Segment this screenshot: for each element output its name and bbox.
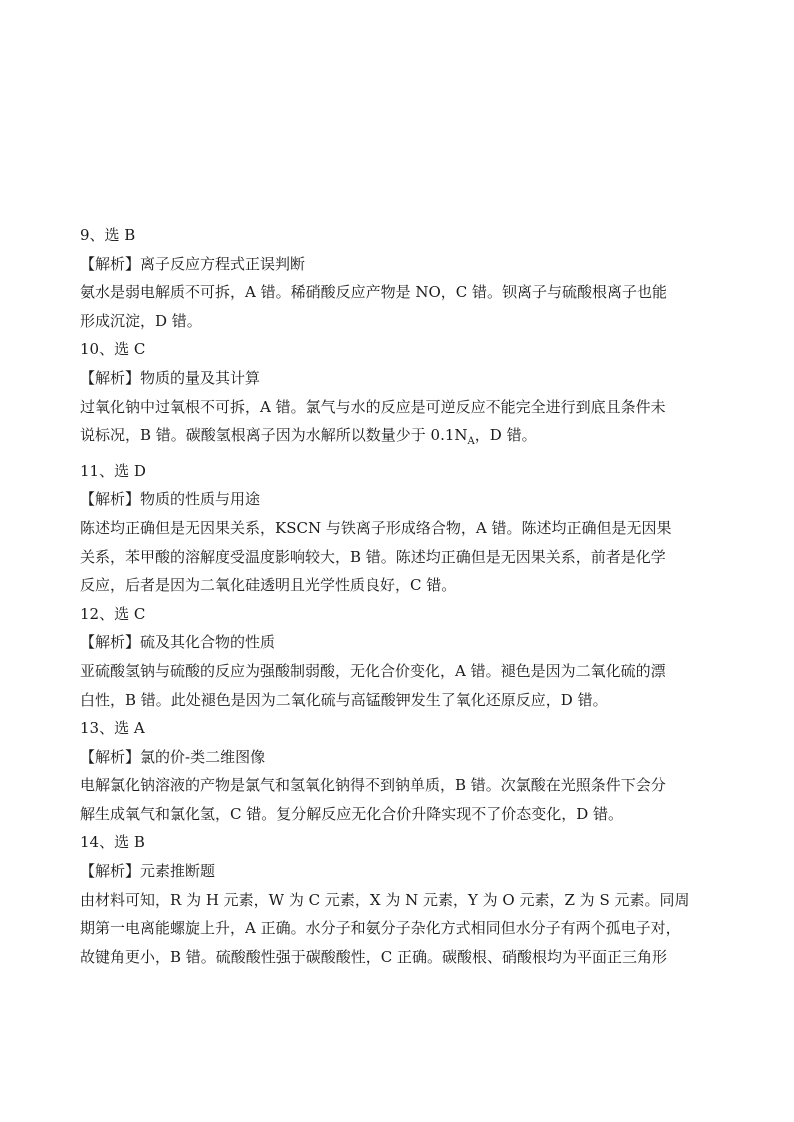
explanation-text: ，D 错。 [474, 426, 537, 445]
answer-line-q12: 12、选 C [80, 604, 146, 623]
analysis-tag: 【解析】 [80, 747, 141, 766]
answer-line-q10: 10、选 C [80, 340, 146, 359]
analysis-heading-q11 [80, 485, 720, 514]
analysis-heading-q13 [80, 743, 720, 772]
explanation-line: 由材料可知，R 为 H 元素，W 为 C 元素，X 为 N 元素，Y 为 O 元素，Z 为 S 元素。同周 [80, 890, 690, 909]
analysis-tag: 【解析】 [80, 368, 141, 387]
analysis-heading-q14 [80, 857, 720, 886]
explanation-line: 故键角更小，B 错。硫酸酸性强于碳酸酸性，C 正确。碳酸根、硝酸根均为平面正三角形 [80, 947, 668, 966]
explanation-line: 解生成氧气和氯化氢，C 错。复分解反应无化合价升降实现不了价态变化，D 错。 [80, 804, 624, 823]
answer-line-q14: 14、选 B [80, 833, 145, 852]
explanation-line: 形成沉淀，D 错。 [80, 311, 202, 330]
explanation-line: 过氧化钠中过氧根不可拆，A 错。氯气与水的反应是可逆反应不能完全进行到底且条件未 [80, 397, 666, 416]
analysis-heading-q12 [80, 628, 720, 657]
analysis-topic: 物质的性质与用途 [140, 490, 261, 509]
explanation-line [80, 421, 720, 457]
explanation-line: 电解氯化钠溶液的产物是氯气和氢氧化钠得不到钠单质，B 错。次氯酸在光照条件下会分 [80, 776, 666, 795]
analysis-topic: 物质的量及其计算 [140, 368, 261, 387]
explanation-line: 反应，后者是因为二氧化硅透明且光学性质良好，C 错。 [80, 576, 457, 595]
answer-line-q13: 13、选 A [80, 719, 145, 738]
analysis-tag: 【解析】 [80, 490, 141, 509]
explanation-line: 陈述均正确但是无因果关系，KSCN 与铁离子形成络合物，A 错。陈述均正确但是无因果 [80, 518, 672, 537]
analysis-tag: 【解析】 [80, 862, 141, 881]
explanation-line: 亚硫酸氢钠与硫酸的反应为强酸制弱酸，无化合价变化，A 错。褪色是因为二氧化硫的漂 [80, 661, 666, 680]
answer-line-q9: 9、选 B [80, 226, 136, 244]
explanation-line: 期第一电离能螺旋上升，A 正确。水分子和氨分子杂化方式相同但水分子有两个孤电子对， [80, 919, 681, 938]
explanation-line: 氨水是弱电解质不可拆，A 错。稀硝酸反应产物是 NO，C 错。钡离子与硫酸根离子也能 [80, 283, 668, 302]
analysis-tag: 【解析】 [80, 633, 141, 652]
analysis-heading-q10 [80, 364, 720, 393]
explanation-line: 关系，苯甲酸的溶解度受温度影响较大，B 错。陈述均正确但是无因果关系，前者是化学 [80, 547, 666, 566]
analysis-heading-q9 [80, 250, 720, 279]
answer-explanations [80, 221, 720, 971]
analysis-topic: 硫及其化合物的性质 [140, 633, 276, 652]
analysis-topic: 元素推断题 [140, 862, 216, 881]
explanation-text: 说标况，B 错。碳酸氢根离子因为水解所以数量少于 0.1N [80, 426, 468, 445]
explanation-line: 白性，B 错。此处褪色是因为二氧化硫与高锰酸钾发生了氧化还原反应，D 错。 [80, 690, 608, 709]
answer-line-q11: 11、选 D [80, 461, 146, 480]
analysis-topic: 离子反应方程式正误判断 [140, 254, 306, 273]
analysis-tag: 【解析】 [80, 254, 141, 273]
subscript-a: A [467, 436, 475, 448]
analysis-topic: 氯的价-类二维图像 [140, 747, 266, 766]
